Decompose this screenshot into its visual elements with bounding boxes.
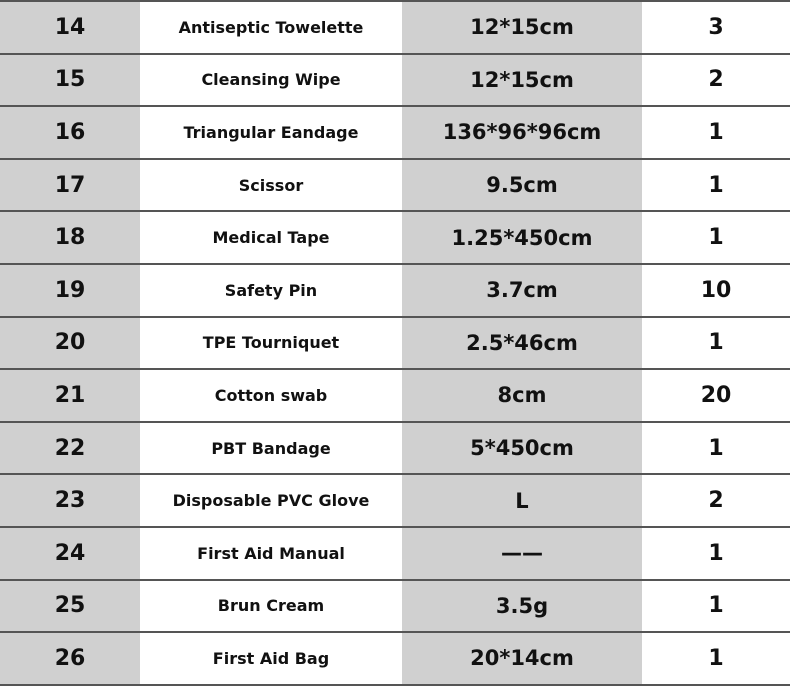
item-quantity: 10 (642, 265, 790, 316)
item-number: 16 (0, 107, 140, 158)
table-row (0, 318, 790, 371)
item-name: Cleansing Wipe (140, 55, 402, 106)
item-name: TPE Tourniquet (140, 318, 402, 369)
item-number: 20 (0, 318, 140, 369)
item-size: 12*15cm (402, 2, 642, 53)
item-number: 21 (0, 370, 140, 421)
item-name: Scissor (140, 160, 402, 211)
item-number: 15 (0, 55, 140, 106)
item-name: Medical Tape (140, 212, 402, 263)
item-name: First Aid Bag (140, 633, 402, 684)
item-size: 3.7cm (402, 265, 642, 316)
item-number: 19 (0, 265, 140, 316)
item-number: 24 (0, 528, 140, 579)
item-quantity: 1 (642, 107, 790, 158)
table-row (0, 212, 790, 265)
item-size: 3.5g (402, 581, 642, 632)
item-quantity: 2 (642, 55, 790, 106)
item-size: 1.25*450cm (402, 212, 642, 263)
item-number: 26 (0, 633, 140, 684)
table-row (0, 370, 790, 423)
item-number: 23 (0, 475, 140, 526)
item-name: Antiseptic Towelette (140, 2, 402, 53)
item-quantity: 2 (642, 475, 790, 526)
item-quantity: 1 (642, 423, 790, 474)
item-quantity: 3 (642, 2, 790, 53)
item-quantity: 1 (642, 528, 790, 579)
table-row (0, 528, 790, 581)
item-quantity: 1 (642, 581, 790, 632)
table-row (0, 160, 790, 213)
item-number: 22 (0, 423, 140, 474)
table-row (0, 107, 790, 160)
item-size: 20*14cm (402, 633, 642, 684)
item-size: 2.5*46cm (402, 318, 642, 369)
item-size: —— (402, 528, 642, 579)
item-name: Triangular Eandage (140, 107, 402, 158)
item-number: 25 (0, 581, 140, 632)
item-name: Safety Pin (140, 265, 402, 316)
item-number: 17 (0, 160, 140, 211)
table-row (0, 55, 790, 108)
item-name: PBT Bandage (140, 423, 402, 474)
item-name: First Aid Manual (140, 528, 402, 579)
item-size: L (402, 475, 642, 526)
item-size: 9.5cm (402, 160, 642, 211)
item-quantity: 20 (642, 370, 790, 421)
item-name: Disposable PVC Glove (140, 475, 402, 526)
item-quantity: 1 (642, 633, 790, 684)
item-quantity: 1 (642, 212, 790, 263)
item-number: 14 (0, 2, 140, 53)
table-row (0, 2, 790, 55)
table-row (0, 633, 790, 686)
table-row (0, 581, 790, 634)
item-quantity: 1 (642, 160, 790, 211)
item-name: Brun Cream (140, 581, 402, 632)
item-quantity: 1 (642, 318, 790, 369)
item-size: 8cm (402, 370, 642, 421)
table-row (0, 423, 790, 476)
table-row (0, 475, 790, 528)
table-row (0, 265, 790, 318)
item-size: 12*15cm (402, 55, 642, 106)
item-number: 18 (0, 212, 140, 263)
item-size: 136*96*96cm (402, 107, 642, 158)
item-name: Cotton swab (140, 370, 402, 421)
item-size: 5*450cm (402, 423, 642, 474)
